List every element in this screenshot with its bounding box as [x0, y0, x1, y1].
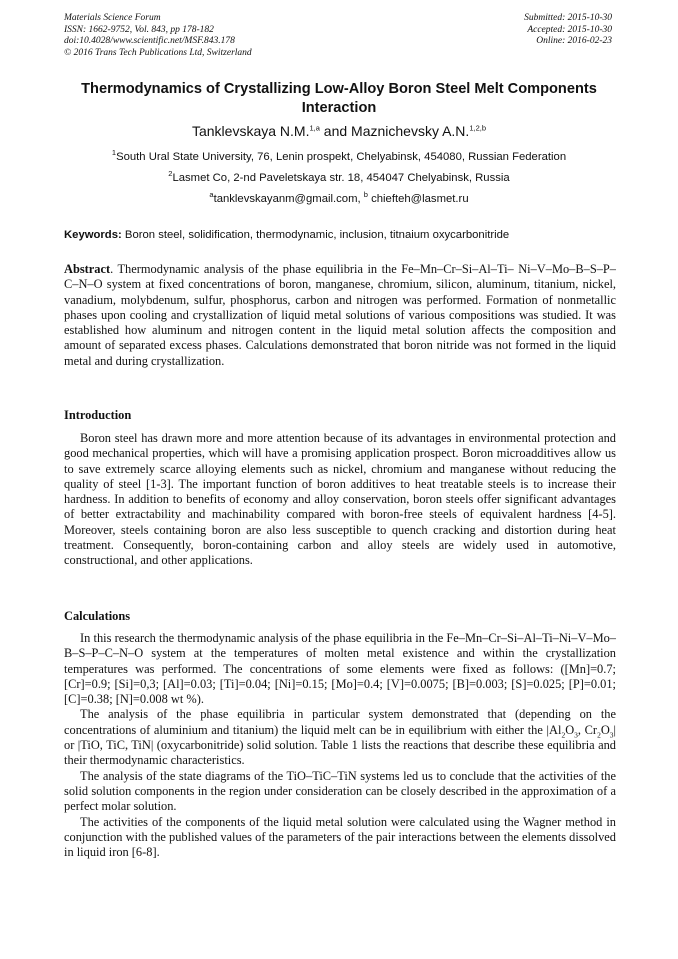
journal-name: Materials Science Forum — [64, 13, 161, 23]
keywords-text: Boron steel, solidification, thermodynamic, inclusion, titnaium oxycarbonitride — [121, 229, 510, 241]
keywords — [64, 228, 616, 242]
paper-title: Thermodynamics of Crystallizing Low-Alloy Boron Steel Melt Components Interaction — [81, 81, 597, 116]
p2-sub-2: 3 — [574, 730, 578, 740]
p2-sub-4: 3 — [609, 730, 614, 740]
affiliation-1-sup: 1 — [111, 148, 117, 158]
author-1-sup: 1,a — [309, 123, 320, 133]
copyright-line: © 2016 Trans Tech Publications Ltd, Switzerland — [64, 47, 252, 58]
affiliation-1-text: South Ural State University, 76, Lenin prospekt, Chelyabinsk, 454080, Russian Federation — [116, 151, 567, 163]
p2-text-a: The analysis of the phase equilibria in particular system demonstrated that (depending on the concentrations of aluminium and titanium) the liquid melt can be in equilibrium with either the |Al — [64, 707, 616, 737]
calculations-heading: Calculations — [64, 609, 131, 623]
affiliation-2 — [60, 171, 618, 185]
p2-sub-1: 2 — [561, 730, 566, 740]
submission-dates — [524, 13, 612, 48]
issn-line: ISSN: 1662-9752, Vol. 843, pp 178-182 — [64, 24, 214, 35]
email-b: chiefteh@lasmet.ru — [367, 193, 469, 205]
introduction-heading: Introduction — [64, 408, 132, 422]
introduction-paragraph: Boron steel has drawn more and more attention because of its advantages in environmental protection and good mechanical properties, which will have a promising application prospect. Boron microadditives allow us to save extremely scarce alloying elements such as nickel, chromium and manganese without reducing the quality of steel [1-3]. The important function of boron additives to heat treatable steels is to increase their hardness. In addition to benefits of economy and alloy conservation, boron steels offer significant advantages of better extractability and machinability compared with boron-free steels of equivalent hardness [4-5]. Moreover, steels containing boron are also less susceptible to quench cracking and distortion during heat treatment. Consequently, boron-containing carbon and alloy steels are widely used in automotive, constructional, and other applications. — [64, 431, 616, 568]
abstract-label: Abstract — [64, 262, 111, 276]
calculations-paragraph-2 — [64, 707, 616, 768]
abstract — [64, 262, 616, 369]
introduction-section — [64, 431, 616, 569]
author-1: Tanklevskaya N.M. — [191, 123, 310, 139]
journal-info — [64, 13, 252, 59]
calculations-paragraph-3: The analysis of the state diagrams of the TiO–TiC–TiN systems led us to conclude that the activities of the solid solution components in the region under consideration can be closely described in the approximation of a perfect molar solution. — [64, 768, 616, 814]
p2-sub-3: 2 — [597, 730, 601, 740]
email-a: tanklevskayanm@gmail.com, — [213, 193, 364, 205]
email-b-sup: b — [363, 190, 368, 200]
accepted-date: Accepted: 2015-10-30 — [527, 24, 612, 35]
p2-text-e: | or |TiO, TiC, TiN| (oxycarbonitride) solid solution. Table 1 lists the reactions that describe these equilibria and their thermodynamic characteristics. — [64, 722, 616, 768]
abstract-text: . Thermodynamic analysis of the phase equilibria in the Fe–Mn–Cr–Si–Al–Ti– Ni–V–Mo–B–S–P–C–N–O system at fixed concentrations of boron, manganese, chromium, silicon, aluminum, titanium, nickel, vanadium, molybdenum, sulfur, phosphorus, carbon and nitrogen was performed. Formation of nonmetallic phases upon cooling and crystallization of liquid metal solutions of various compositions was studied. It was established how aluminum and nitrogen content in the liquid metal solution affects the composition and amount of separated excess phases. Calculations demonstrated that boron nitride was not formed in the liquid metal and during crystallization. — [64, 262, 616, 368]
author-2: Maznichevsky A.N. — [351, 123, 470, 139]
author-emails — [60, 192, 618, 206]
affiliation-2-sup: 2 — [168, 169, 173, 179]
author-line — [60, 122, 618, 140]
affiliation-2-text: Lasmet Co, 2-nd Paveletskaya str. 18, 454047 Chelyabinsk, Russia — [172, 172, 510, 184]
doi-line: doi:10.4028/www.scientific.net/MSF.843.178 — [64, 36, 235, 46]
keywords-label: Keywords: — [64, 229, 122, 241]
affiliation-1 — [60, 150, 618, 164]
author-2-sup: 1,2,b — [469, 123, 486, 133]
p2-text-c: , Cr — [577, 722, 598, 737]
online-date: Online: 2016-02-23 — [536, 36, 612, 46]
calculations-paragraph-1: In this research the thermodynamic analysis of the phase equilibria in the Fe–Mn–Cr–Si–Al–Ti–Ni–V–Mo–B–S–P–C–N–O system at the temperatures of molten metal existence and within the crystallization temperatures was performed. The concentrations of some elements were fixed as follows: ([Mn]=0.7; [Cr]=0.9; [Si]=0,3; [Al]=0.03; [Ti]=0.04; [Ni]=0.15; [Mo]=0.4; [V]=0.0075; [B]=0.003; [S]=0.025; [P]=0.01; [C]=0.38; [N]=0.008 wt %). — [64, 631, 616, 707]
p2-text-d: O — [600, 722, 610, 737]
p2-text-b: O — [565, 722, 575, 737]
calculations-section — [64, 631, 616, 860]
submitted-date: Submitted: 2015-10-30 — [524, 13, 612, 23]
email-a-sup: a — [209, 190, 214, 200]
author-separator: and — [319, 123, 352, 139]
calculations-paragraph-4: The activities of the components of the liquid metal solution were calculated using the Wagner method in conjunction with the published values of the parameters of the pair interactions between the elements dissolved in liquid iron [6-8]. — [64, 814, 616, 860]
